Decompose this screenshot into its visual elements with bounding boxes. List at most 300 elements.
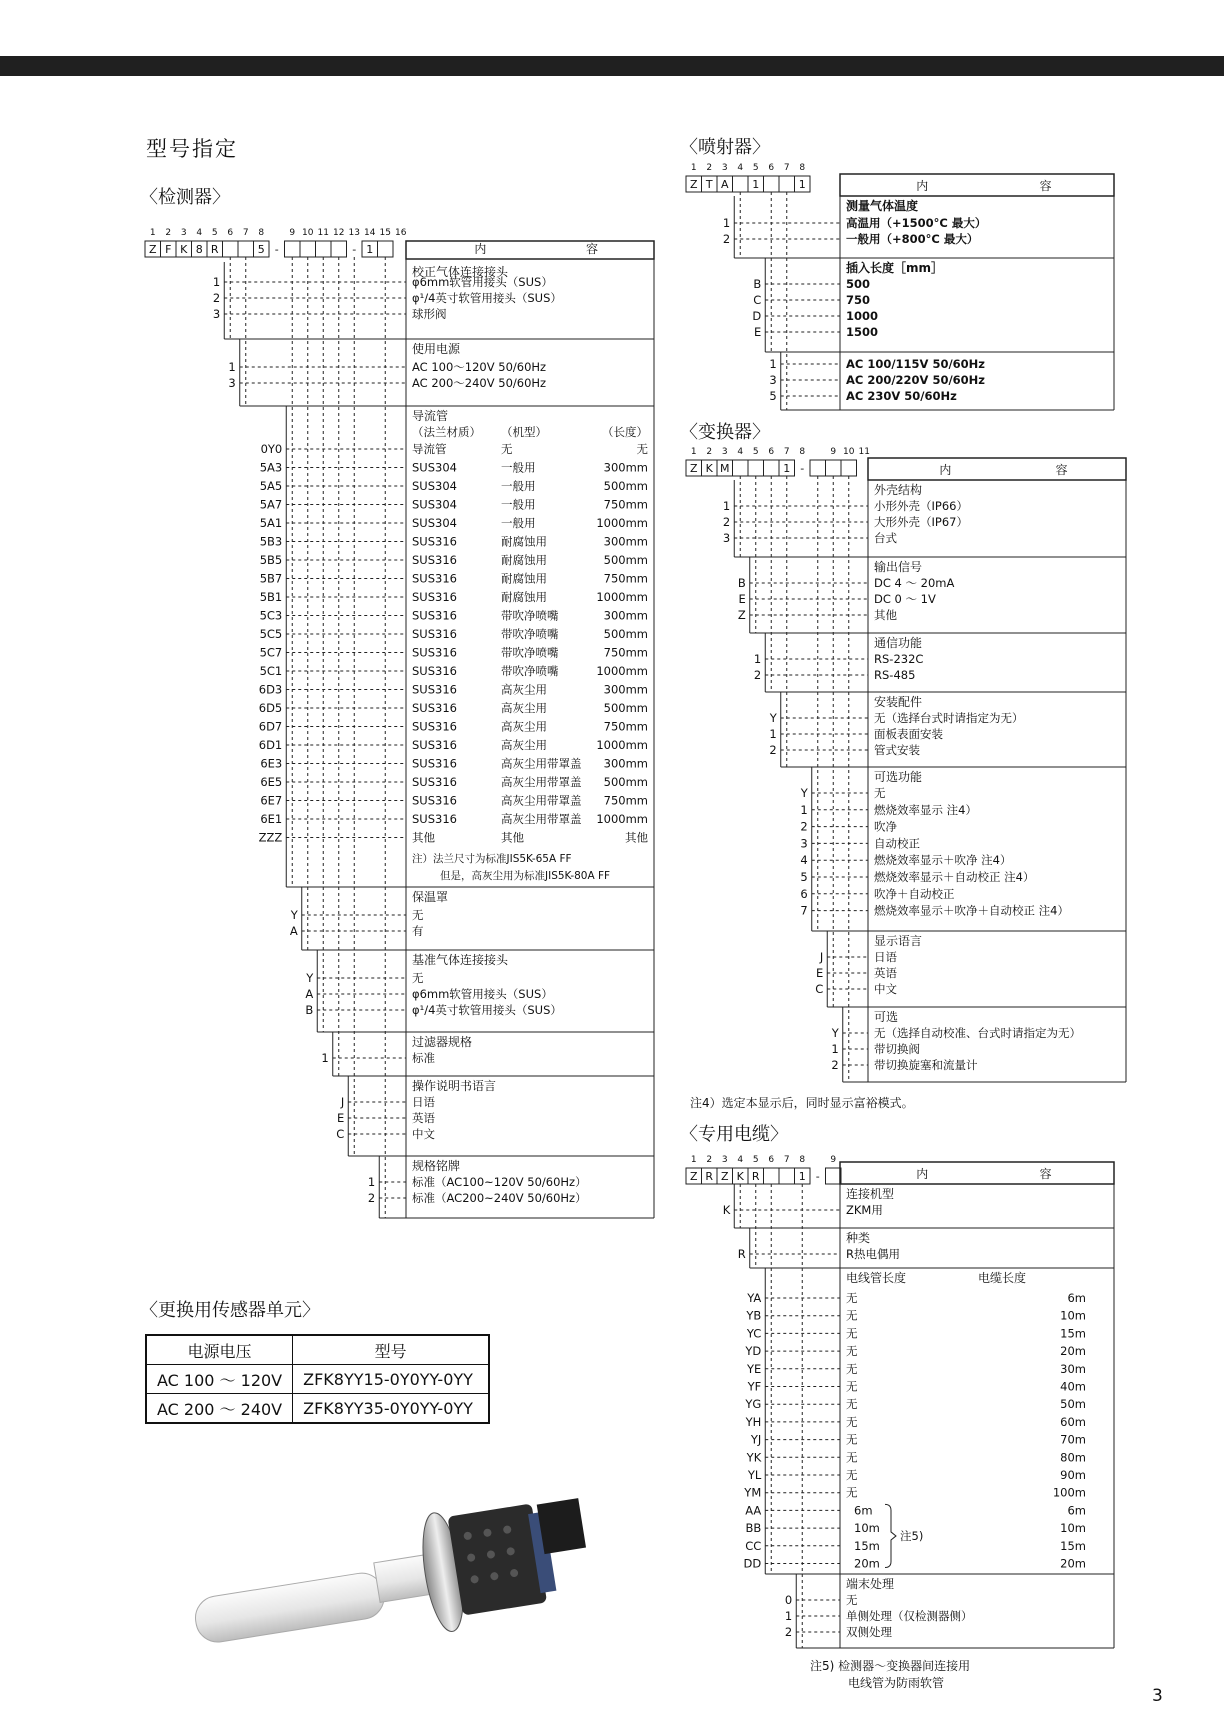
row-type: 耐腐蚀用	[501, 553, 547, 567]
option-text: 无	[846, 1593, 858, 1607]
digit-label: 11	[317, 228, 329, 238]
code-char: R	[210, 243, 219, 256]
row-type: 高灰尘用带罩盖	[501, 756, 582, 771]
row-conduit: 6m	[854, 1503, 873, 1518]
row-conduit: 无	[846, 1468, 858, 1482]
option-text: 英语	[412, 1111, 435, 1125]
option-text: 有	[412, 924, 424, 938]
option-code: E	[738, 592, 746, 606]
row-conduit: 无	[846, 1432, 858, 1447]
row-conduit: 无	[846, 1291, 858, 1305]
row-cable: 20m	[1060, 1344, 1086, 1359]
option-code: 0Y0	[260, 442, 283, 456]
option-code: 0	[784, 1593, 793, 1607]
option-text: 单侧处理（仅检测器侧）	[846, 1609, 973, 1623]
row-type: 一般用	[501, 460, 536, 475]
content-header-left: 内	[939, 463, 952, 477]
digit-label: 2	[706, 163, 713, 173]
option-code: 5C1	[259, 664, 283, 678]
digit-label: 6	[768, 163, 775, 173]
section-title: 种类	[846, 1231, 871, 1245]
content-header-right: 容	[1055, 463, 1068, 477]
digit-label: 2	[165, 228, 172, 238]
row-length: 500mm	[603, 627, 648, 641]
row-type: 高灰尘用带罩盖	[501, 775, 582, 789]
digit-label: 4	[737, 163, 744, 173]
option-code: E	[336, 1111, 345, 1125]
row-material: SUS316	[412, 534, 457, 549]
digit-label: 6	[768, 447, 775, 457]
option-text: 1000	[846, 309, 879, 323]
option-code: 1	[212, 275, 221, 289]
section-title: 测量气体温度	[846, 199, 919, 213]
option-code: 1	[367, 1175, 376, 1189]
digit-label: 7	[783, 163, 790, 173]
option-text: 其他	[874, 608, 897, 622]
digit-label: 5	[752, 163, 759, 173]
option-code: 2	[722, 515, 731, 529]
replacement-heading: 〈更换用传感器单元〉	[140, 1300, 320, 1321]
row-length: 750mm	[603, 571, 648, 586]
option-code: YC	[746, 1326, 762, 1341]
section-title: 校正气体连接接头	[412, 265, 509, 279]
option-text: 日语	[874, 950, 897, 964]
row-length: 1000mm	[596, 590, 648, 604]
row-cable: 90m	[1060, 1468, 1086, 1482]
replacement-model: ZFK8YY35-0Y0YY-0YY	[293, 1394, 490, 1424]
section-title: 端末处理	[846, 1577, 895, 1591]
option-text: 高温用（+1500°C 最大）	[846, 216, 987, 230]
option-text: 日语	[412, 1095, 435, 1109]
code-char: 1	[783, 462, 791, 475]
code-box	[764, 1168, 780, 1184]
row-conduit: 无	[846, 1397, 858, 1412]
row-length: 500mm	[603, 553, 648, 567]
section-title-2: 电缆长度	[978, 1271, 1027, 1285]
row-cable: 10m	[1060, 1521, 1086, 1536]
option-code: 3	[228, 376, 236, 390]
code-char: Z	[689, 1170, 698, 1183]
digit-label: 14	[364, 228, 376, 238]
digit-label: 3	[721, 163, 728, 173]
option-code: B	[753, 277, 762, 291]
option-text: φ6mm软管用接头（SUS）	[412, 275, 553, 289]
row-length: 1000mm	[596, 738, 648, 752]
option-code: YE	[746, 1361, 762, 1376]
option-code: ZZZ	[258, 830, 283, 845]
row-length: 500mm	[603, 701, 648, 715]
row-type: 高灰尘用带罩盖	[501, 793, 582, 808]
digit-label: 13	[348, 228, 360, 238]
digit-label: 2	[706, 1155, 713, 1165]
digit-label: 9	[830, 447, 837, 457]
option-code: 2	[722, 232, 731, 246]
option-text: φ6mm软管用接头（SUS）	[412, 987, 553, 1001]
option-text: 1500	[846, 325, 879, 339]
digit-label: 12	[333, 228, 345, 238]
option-text: AC 230V 50/60Hz	[846, 389, 957, 403]
row-material: SUS316	[412, 682, 457, 697]
section-title: 导流管	[412, 409, 449, 423]
option-text: 无（选择自动校准、台式时请指定为无）	[874, 1026, 1081, 1040]
row-type: 高灰尘用带罩盖	[501, 812, 582, 826]
row-length: 1000mm	[596, 812, 648, 826]
option-code: Y	[769, 711, 777, 725]
row-length: 其他	[625, 830, 648, 845]
option-code: 6E7	[260, 793, 283, 808]
option-text: 吹净＋自动校正	[874, 886, 955, 901]
code-char: K	[736, 1170, 744, 1183]
option-text: AC 200～240V 50/60Hz	[412, 376, 547, 390]
row-material: SUS316	[412, 775, 457, 789]
code-char: Z	[689, 178, 698, 191]
digit-label: 4	[737, 447, 744, 457]
section-title: 规格铭牌	[412, 1159, 461, 1173]
digit-label: 1	[149, 228, 156, 238]
option-code: 3	[722, 531, 731, 545]
content-header-left: 内	[916, 1167, 929, 1181]
option-code: YD	[745, 1344, 762, 1359]
code-separator: -	[274, 243, 279, 256]
digit-label: 3	[721, 447, 728, 457]
option-code: E	[815, 966, 824, 980]
section-title: 外壳结构	[874, 483, 923, 497]
option-code: 1	[800, 802, 808, 817]
row-conduit: 无	[846, 1485, 858, 1500]
sensor-photo	[180, 1470, 590, 1655]
option-code: 5A1	[259, 516, 283, 530]
row-cable: 20m	[1060, 1556, 1086, 1571]
section-title: 可选功能	[874, 770, 923, 784]
row-length: 1000mm	[596, 664, 648, 678]
row-type: 高灰尘用	[501, 719, 547, 734]
option-code: J	[340, 1095, 345, 1109]
option-text: 双侧处理	[846, 1625, 892, 1639]
row-material: SUS316	[412, 738, 457, 752]
option-text: 标准	[412, 1051, 435, 1065]
row-material: SUS316	[412, 756, 457, 771]
option-code: Y	[800, 786, 808, 800]
digit-label: 7	[242, 228, 249, 238]
replacement-voltage: AC 100 ～ 120V	[146, 1365, 293, 1394]
digit-label: 11	[858, 447, 870, 457]
row-conduit: 10m	[854, 1521, 880, 1536]
cable-note-line-2: 电线管为防雨软管	[848, 1676, 945, 1690]
option-code: 1	[769, 357, 777, 371]
option-code: 3	[800, 836, 808, 851]
row-material: SUS316	[412, 793, 457, 808]
option-text: φ¹/4英寸软管用接头（SUS）	[412, 1003, 562, 1017]
code-separator: -	[352, 243, 357, 256]
section-title: 操作说明书语言	[412, 1079, 497, 1093]
option-code: 2	[800, 819, 808, 834]
digit-label: 9	[830, 1155, 837, 1165]
row-length: 无	[636, 442, 648, 456]
option-code: BB	[745, 1521, 762, 1536]
replacement-header-row	[146, 1335, 489, 1365]
row-material: SUS304	[412, 497, 457, 512]
option-text: 自动校正	[874, 836, 920, 851]
content-header-left: 内	[474, 242, 487, 256]
digit-label: 8	[258, 228, 265, 238]
option-code: R	[737, 1247, 746, 1261]
row-material: SUS304	[412, 516, 457, 530]
row-length: 1000mm	[596, 516, 648, 530]
digit-label: 7	[783, 1155, 790, 1165]
option-text: 燃烧效率显示＋吹净 注4）	[874, 853, 1012, 868]
option-code: 3	[212, 307, 221, 321]
code-char: R	[751, 1170, 760, 1183]
code-char: F	[165, 243, 172, 256]
row-cable: 100m	[1052, 1485, 1086, 1500]
digit-label: 1	[690, 1155, 697, 1165]
row-type: 高灰尘用	[501, 738, 547, 752]
option-code: K	[722, 1203, 731, 1217]
row-material: SUS316	[412, 608, 457, 623]
row-type: 耐腐蚀用	[501, 571, 547, 586]
option-code: Y	[831, 1026, 839, 1040]
section-title: 连接机型	[846, 1187, 895, 1201]
option-code: 1	[722, 499, 731, 513]
option-text: 小形外壳（IP66）	[874, 499, 968, 513]
option-code: 5	[769, 389, 777, 403]
option-text: 燃烧效率显示＋自动校正 注4）	[874, 870, 1035, 884]
option-code: 2	[831, 1058, 839, 1072]
row-conduit: 无	[846, 1361, 858, 1376]
option-code: 1	[228, 360, 236, 374]
option-code: CC	[745, 1538, 762, 1553]
option-text: 带切换旋塞和流量计	[874, 1058, 978, 1072]
section-title: 基准气体连接接头	[412, 953, 509, 967]
row-type: 高灰尘用	[501, 682, 547, 697]
row-length: 300mm	[603, 460, 648, 475]
section-title: 可选	[874, 1010, 899, 1024]
option-code: YB	[746, 1308, 762, 1323]
content-header-right: 容	[1039, 179, 1052, 193]
option-code: 5B5	[259, 553, 283, 567]
digit-label: 10	[302, 228, 314, 238]
digit-label: 4	[737, 1155, 744, 1165]
code-char: 8	[195, 243, 203, 256]
row-conduit: 无	[846, 1344, 858, 1359]
row-conduit: 15m	[854, 1538, 880, 1553]
option-text: ZKM用	[846, 1203, 883, 1217]
table-row	[146, 1365, 489, 1394]
option-code: B	[737, 576, 746, 590]
option-text: 带切换阀	[874, 1042, 920, 1056]
option-code: Y	[290, 908, 298, 922]
section-note: 但是，高灰尘用为标准JIS5K-80A FF	[440, 870, 611, 882]
row-material: 其他	[412, 830, 435, 845]
option-code: 5B7	[259, 571, 283, 586]
row-length: 500mm	[603, 479, 648, 493]
option-code: 2	[784, 1625, 793, 1639]
row-length: 300mm	[603, 756, 648, 771]
row-material: SUS316	[412, 719, 457, 734]
row-type: 一般用	[501, 497, 536, 512]
replacement-model: ZFK8YY15-0Y0YY-0YY	[293, 1365, 490, 1394]
replacement-header-model: 型号	[293, 1335, 490, 1365]
code-box	[779, 1168, 795, 1184]
option-code: YK	[746, 1450, 762, 1465]
option-code: 5B1	[259, 590, 283, 604]
code-box	[826, 1168, 842, 1184]
converter-note: 注4）选定本显示后，同时显示富裕模式。	[690, 1096, 914, 1110]
replacement-table	[145, 1334, 490, 1424]
option-code: 2	[753, 668, 762, 682]
section-title: 通信功能	[874, 636, 923, 650]
option-code: 5B3	[259, 534, 283, 549]
row-material: SUS304	[412, 460, 457, 475]
option-text: RS-232C	[874, 652, 924, 666]
option-code: 4	[800, 853, 808, 868]
option-code: 6E5	[260, 775, 283, 789]
option-code: 6	[800, 886, 808, 901]
option-code: 1	[753, 652, 762, 666]
content-header-right: 容	[585, 242, 599, 256]
digit-label: 3	[721, 1155, 728, 1165]
option-code: C	[815, 982, 824, 996]
row-length: 750mm	[603, 645, 648, 660]
row-material: SUS316	[412, 571, 457, 586]
row-type: 带吹净喷嘴	[501, 608, 559, 623]
code-char: 1	[798, 1170, 806, 1183]
row-type: 高灰尘用	[501, 701, 547, 715]
row-cable: 60m	[1060, 1414, 1086, 1429]
code-char: Z	[689, 462, 698, 475]
section-title: 插入长度［mm］	[846, 261, 944, 275]
row-material: SUS316	[412, 627, 457, 641]
option-text: 标准（AC200~240V 50/60Hz）	[412, 1191, 587, 1205]
row-material: SUS316	[412, 664, 457, 678]
row-length: 500mm	[603, 775, 648, 789]
row-type: 其他	[501, 830, 524, 845]
option-code: Y	[306, 971, 314, 985]
option-code: Z	[737, 608, 746, 622]
option-code: C	[753, 293, 762, 307]
section-title: 输出信号	[874, 560, 923, 574]
table-row	[146, 1394, 489, 1424]
option-text: AC 100～120V 50/60Hz	[412, 360, 547, 374]
option-code: YH	[745, 1414, 762, 1429]
row-type: 耐腐蚀用	[501, 534, 547, 549]
option-code: 1	[321, 1051, 329, 1065]
row-material: SUS316	[412, 812, 457, 826]
row-material: SUS304	[412, 479, 457, 493]
digit-label: 8	[799, 163, 806, 173]
row-length: 300mm	[603, 608, 648, 623]
option-text: 中文	[412, 1127, 435, 1141]
row-conduit: 无	[846, 1414, 858, 1429]
code-separator: -	[815, 1170, 820, 1183]
option-text: 管式安装	[874, 743, 920, 757]
option-code: A	[289, 924, 298, 938]
row-length: 300mm	[603, 534, 648, 549]
code-char: M	[720, 462, 730, 475]
digit-label: 6	[227, 228, 234, 238]
row-length: 750mm	[603, 497, 648, 512]
row-cable: 30m	[1060, 1361, 1086, 1376]
replacement-header-voltage: 电源电压	[146, 1335, 293, 1365]
option-code: 7	[800, 903, 808, 918]
row-cable: 6m	[1067, 1291, 1086, 1305]
option-code: A	[305, 987, 314, 1001]
digit-label: 1	[690, 163, 697, 173]
option-text: R热电偶用	[846, 1247, 900, 1261]
row-conduit: 无	[846, 1308, 858, 1323]
converter-heading: 〈变换器〉	[680, 422, 770, 443]
option-code: YM	[744, 1485, 762, 1500]
content-header-box	[840, 1162, 1114, 1184]
code-char: T	[705, 178, 713, 191]
section-title: 使用电源	[412, 342, 461, 356]
option-text: 500	[846, 277, 871, 291]
option-code: 2	[769, 743, 777, 757]
row-type: 一般用	[501, 516, 536, 530]
option-code: YF	[747, 1379, 762, 1394]
section-title: 保温罩	[412, 890, 449, 904]
replacement-voltage: AC 200 ～ 240V	[146, 1394, 293, 1424]
row-length: 750mm	[603, 719, 648, 734]
option-text: 球形阀	[412, 307, 447, 321]
column-subhead: （法兰材质）	[412, 425, 481, 439]
section-note: 注）法兰尺寸为标准JIS5K-65A FF	[412, 853, 572, 865]
row-cable: 15m	[1060, 1326, 1086, 1341]
option-text: DC 0 ～ 1V	[874, 592, 936, 606]
digit-label: 5	[752, 447, 759, 457]
option-code: 6E3	[260, 756, 283, 771]
row-type: 耐腐蚀用	[501, 590, 547, 604]
row-type: 带吹净喷嘴	[501, 664, 559, 678]
option-code: AA	[745, 1503, 762, 1518]
option-text: 无	[412, 908, 424, 922]
digit-label: 1	[690, 447, 697, 457]
column-subhead: （长度）	[602, 425, 648, 439]
option-text: RS-485	[874, 668, 916, 682]
code-char: R	[705, 1170, 714, 1183]
digit-label: 16	[395, 228, 407, 238]
option-code: 6D7	[258, 719, 283, 734]
option-code: 1	[722, 216, 731, 230]
code-char: K	[180, 243, 188, 256]
option-code: 6D5	[258, 701, 283, 715]
digit-label: 10	[843, 447, 855, 457]
option-code: D	[752, 309, 762, 323]
option-code: 2	[367, 1191, 376, 1205]
row-material: 导流管	[412, 442, 447, 456]
option-code: 6E1	[260, 812, 283, 826]
code-char: Z	[720, 1170, 729, 1183]
section-title: 显示语言	[874, 934, 923, 948]
column-subhead: （机型）	[501, 425, 547, 439]
injector-heading: 〈喷射器〉	[680, 137, 770, 158]
row-conduit: 无	[846, 1379, 858, 1394]
row-material: SUS316	[412, 553, 457, 567]
row-material: SUS316	[412, 590, 457, 604]
row-cable: 6m	[1067, 1503, 1086, 1518]
option-code: B	[305, 1003, 314, 1017]
digit-label: 6	[768, 1155, 775, 1165]
code-char: K	[705, 462, 713, 475]
option-text: 面板表面安装	[874, 727, 943, 741]
row-cable: 40m	[1060, 1379, 1086, 1394]
row-material: SUS316	[412, 645, 457, 660]
option-text: φ¹/4英寸软管用接头（SUS）	[412, 291, 562, 305]
option-text: 无	[874, 786, 886, 800]
option-text: AC 200/220V 50/60Hz	[846, 373, 985, 387]
row-conduit: 无	[846, 1450, 858, 1465]
option-code: 5C7	[259, 645, 283, 660]
